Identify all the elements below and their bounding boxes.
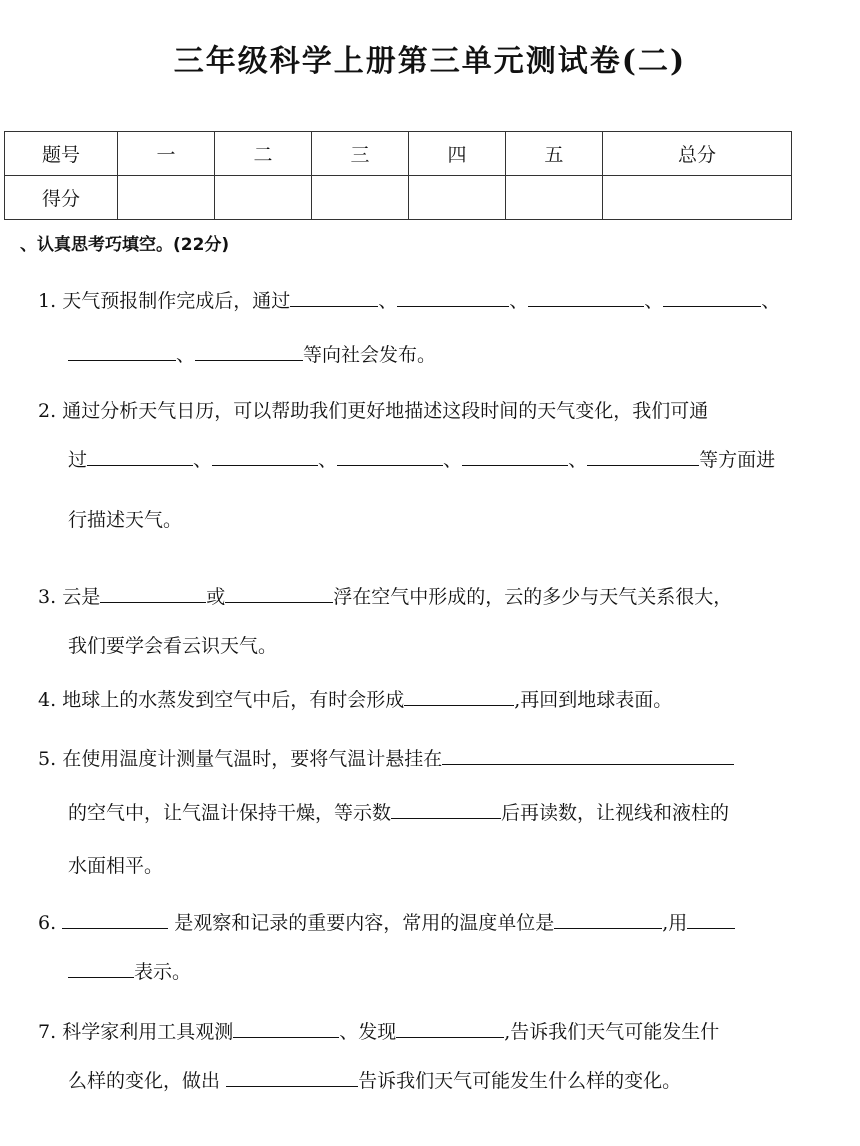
separator: 、 bbox=[568, 449, 588, 471]
answer-blank[interactable] bbox=[100, 584, 206, 603]
separator: 、 bbox=[176, 344, 196, 366]
score-header-cell: 五 bbox=[505, 132, 602, 176]
score-cell[interactable] bbox=[311, 176, 408, 220]
question-7-line-1 bbox=[38, 1017, 813, 1044]
score-header-cell: 二 bbox=[214, 132, 311, 176]
answer-blank[interactable] bbox=[442, 746, 734, 765]
question-number: 2. bbox=[38, 400, 57, 422]
answer-blank[interactable] bbox=[226, 1068, 358, 1087]
question-text: 或 bbox=[206, 586, 226, 608]
question-text: 浮在空气中形成的，云的多少与天气关系很大， bbox=[333, 586, 733, 608]
question-text: ,再回到地球表面。 bbox=[514, 689, 673, 711]
question-1-line-2 bbox=[68, 340, 436, 367]
separator: 、 bbox=[318, 449, 338, 471]
question-5-line-3: 水面相平。 bbox=[68, 855, 164, 877]
question-text: 告诉我们天气可能发生什么样的变化。 bbox=[358, 1070, 682, 1092]
question-3-line-2: 我们要学会看云识天气。 bbox=[68, 635, 278, 657]
answer-blank[interactable] bbox=[212, 447, 318, 466]
question-text: 在使用温度计测量气温时，要将气温计悬挂在 bbox=[62, 748, 443, 770]
separator: 、 bbox=[644, 290, 664, 312]
score-table-score-row bbox=[5, 176, 792, 220]
score-cell[interactable] bbox=[602, 176, 791, 220]
question-number: 6. bbox=[38, 912, 57, 934]
answer-blank[interactable] bbox=[391, 800, 501, 819]
question-4-line-1 bbox=[38, 685, 813, 712]
score-row-label: 得分 bbox=[5, 176, 118, 220]
question-text: ,用 bbox=[662, 912, 688, 934]
score-cell[interactable] bbox=[214, 176, 311, 220]
score-table bbox=[4, 131, 792, 220]
answer-blank[interactable] bbox=[687, 910, 735, 929]
question-5-line-2 bbox=[68, 798, 729, 825]
question-number: 4. bbox=[38, 689, 57, 711]
question-1-line-1 bbox=[38, 286, 813, 313]
question-5-line-1 bbox=[38, 744, 813, 771]
question-2-line-1 bbox=[38, 396, 813, 423]
question-number: 5. bbox=[38, 748, 57, 770]
score-cell[interactable] bbox=[118, 176, 215, 220]
question-text: 地球上的水蒸发到空气中后，有时会形成 bbox=[62, 689, 405, 711]
score-header-cell: 总分 bbox=[602, 132, 791, 176]
answer-blank[interactable] bbox=[195, 342, 303, 361]
answer-blank[interactable] bbox=[396, 1019, 504, 1038]
question-text: 天气预报制作完成后，通过 bbox=[62, 290, 291, 312]
score-header-cell: 三 bbox=[311, 132, 408, 176]
separator: 、 bbox=[443, 449, 463, 471]
answer-blank[interactable] bbox=[337, 447, 443, 466]
question-6-line-2 bbox=[68, 957, 191, 984]
question-text: 等方面进 bbox=[699, 449, 776, 471]
question-2-line-2 bbox=[68, 445, 775, 472]
page-title: 三年级科学上册第三单元测试卷(二) bbox=[173, 44, 687, 79]
question-3-line-1 bbox=[38, 582, 813, 609]
question-text: 是观察和记录的重要内容，常用的温度单位是 bbox=[174, 912, 555, 934]
answer-blank[interactable] bbox=[290, 288, 378, 307]
answer-blank[interactable] bbox=[404, 687, 514, 706]
answer-blank[interactable] bbox=[87, 447, 193, 466]
question-text: 后再读数，让视线和液柱的 bbox=[501, 802, 730, 824]
score-header-cell: 四 bbox=[408, 132, 505, 176]
answer-blank[interactable] bbox=[397, 288, 509, 307]
answer-blank[interactable] bbox=[233, 1019, 339, 1038]
answer-blank[interactable] bbox=[554, 910, 662, 929]
score-header-cell: 一 bbox=[118, 132, 215, 176]
answer-blank[interactable] bbox=[225, 584, 333, 603]
question-number: 3. bbox=[38, 586, 57, 608]
question-text: 云是 bbox=[62, 586, 101, 608]
question-text: 、发现 bbox=[339, 1021, 397, 1043]
question-text: 的空气中，让气温计保持干燥，等示数 bbox=[68, 802, 392, 824]
score-cell[interactable] bbox=[505, 176, 602, 220]
question-2-line-3: 行描述天气。 bbox=[68, 509, 183, 531]
score-table-header-row bbox=[5, 132, 792, 176]
answer-blank[interactable] bbox=[68, 959, 134, 978]
question-number: 7. bbox=[38, 1021, 57, 1043]
question-text: 么样的变化，做出 bbox=[68, 1070, 221, 1092]
answer-blank[interactable] bbox=[528, 288, 644, 307]
answer-blank[interactable] bbox=[663, 288, 761, 307]
separator: 、 bbox=[761, 290, 781, 312]
answer-blank[interactable] bbox=[62, 910, 168, 929]
separator: 、 bbox=[378, 290, 398, 312]
question-text: 通过分析天气日历，可以帮助我们更好地描述这段时间的天气变化，我们可通 bbox=[62, 400, 709, 422]
answer-blank[interactable] bbox=[68, 342, 176, 361]
score-cell[interactable] bbox=[408, 176, 505, 220]
section-heading: 、认真思考巧填空。(22分) bbox=[20, 235, 230, 255]
question-text: 过 bbox=[68, 449, 88, 471]
question-text: ,告诉我们天气可能发生什 bbox=[504, 1021, 720, 1043]
separator: 、 bbox=[509, 290, 529, 312]
question-6-line-1 bbox=[38, 908, 813, 935]
separator: 、 bbox=[193, 449, 213, 471]
question-text: 等向社会发布。 bbox=[303, 344, 437, 366]
answer-blank[interactable] bbox=[587, 447, 699, 466]
answer-blank[interactable] bbox=[462, 447, 568, 466]
question-7-line-2 bbox=[68, 1066, 681, 1093]
question-text: 科学家利用工具观测 bbox=[62, 1021, 234, 1043]
question-text: 表示。 bbox=[134, 961, 192, 983]
score-header-cell: 题号 bbox=[5, 132, 118, 176]
question-number: 1. bbox=[38, 290, 57, 312]
